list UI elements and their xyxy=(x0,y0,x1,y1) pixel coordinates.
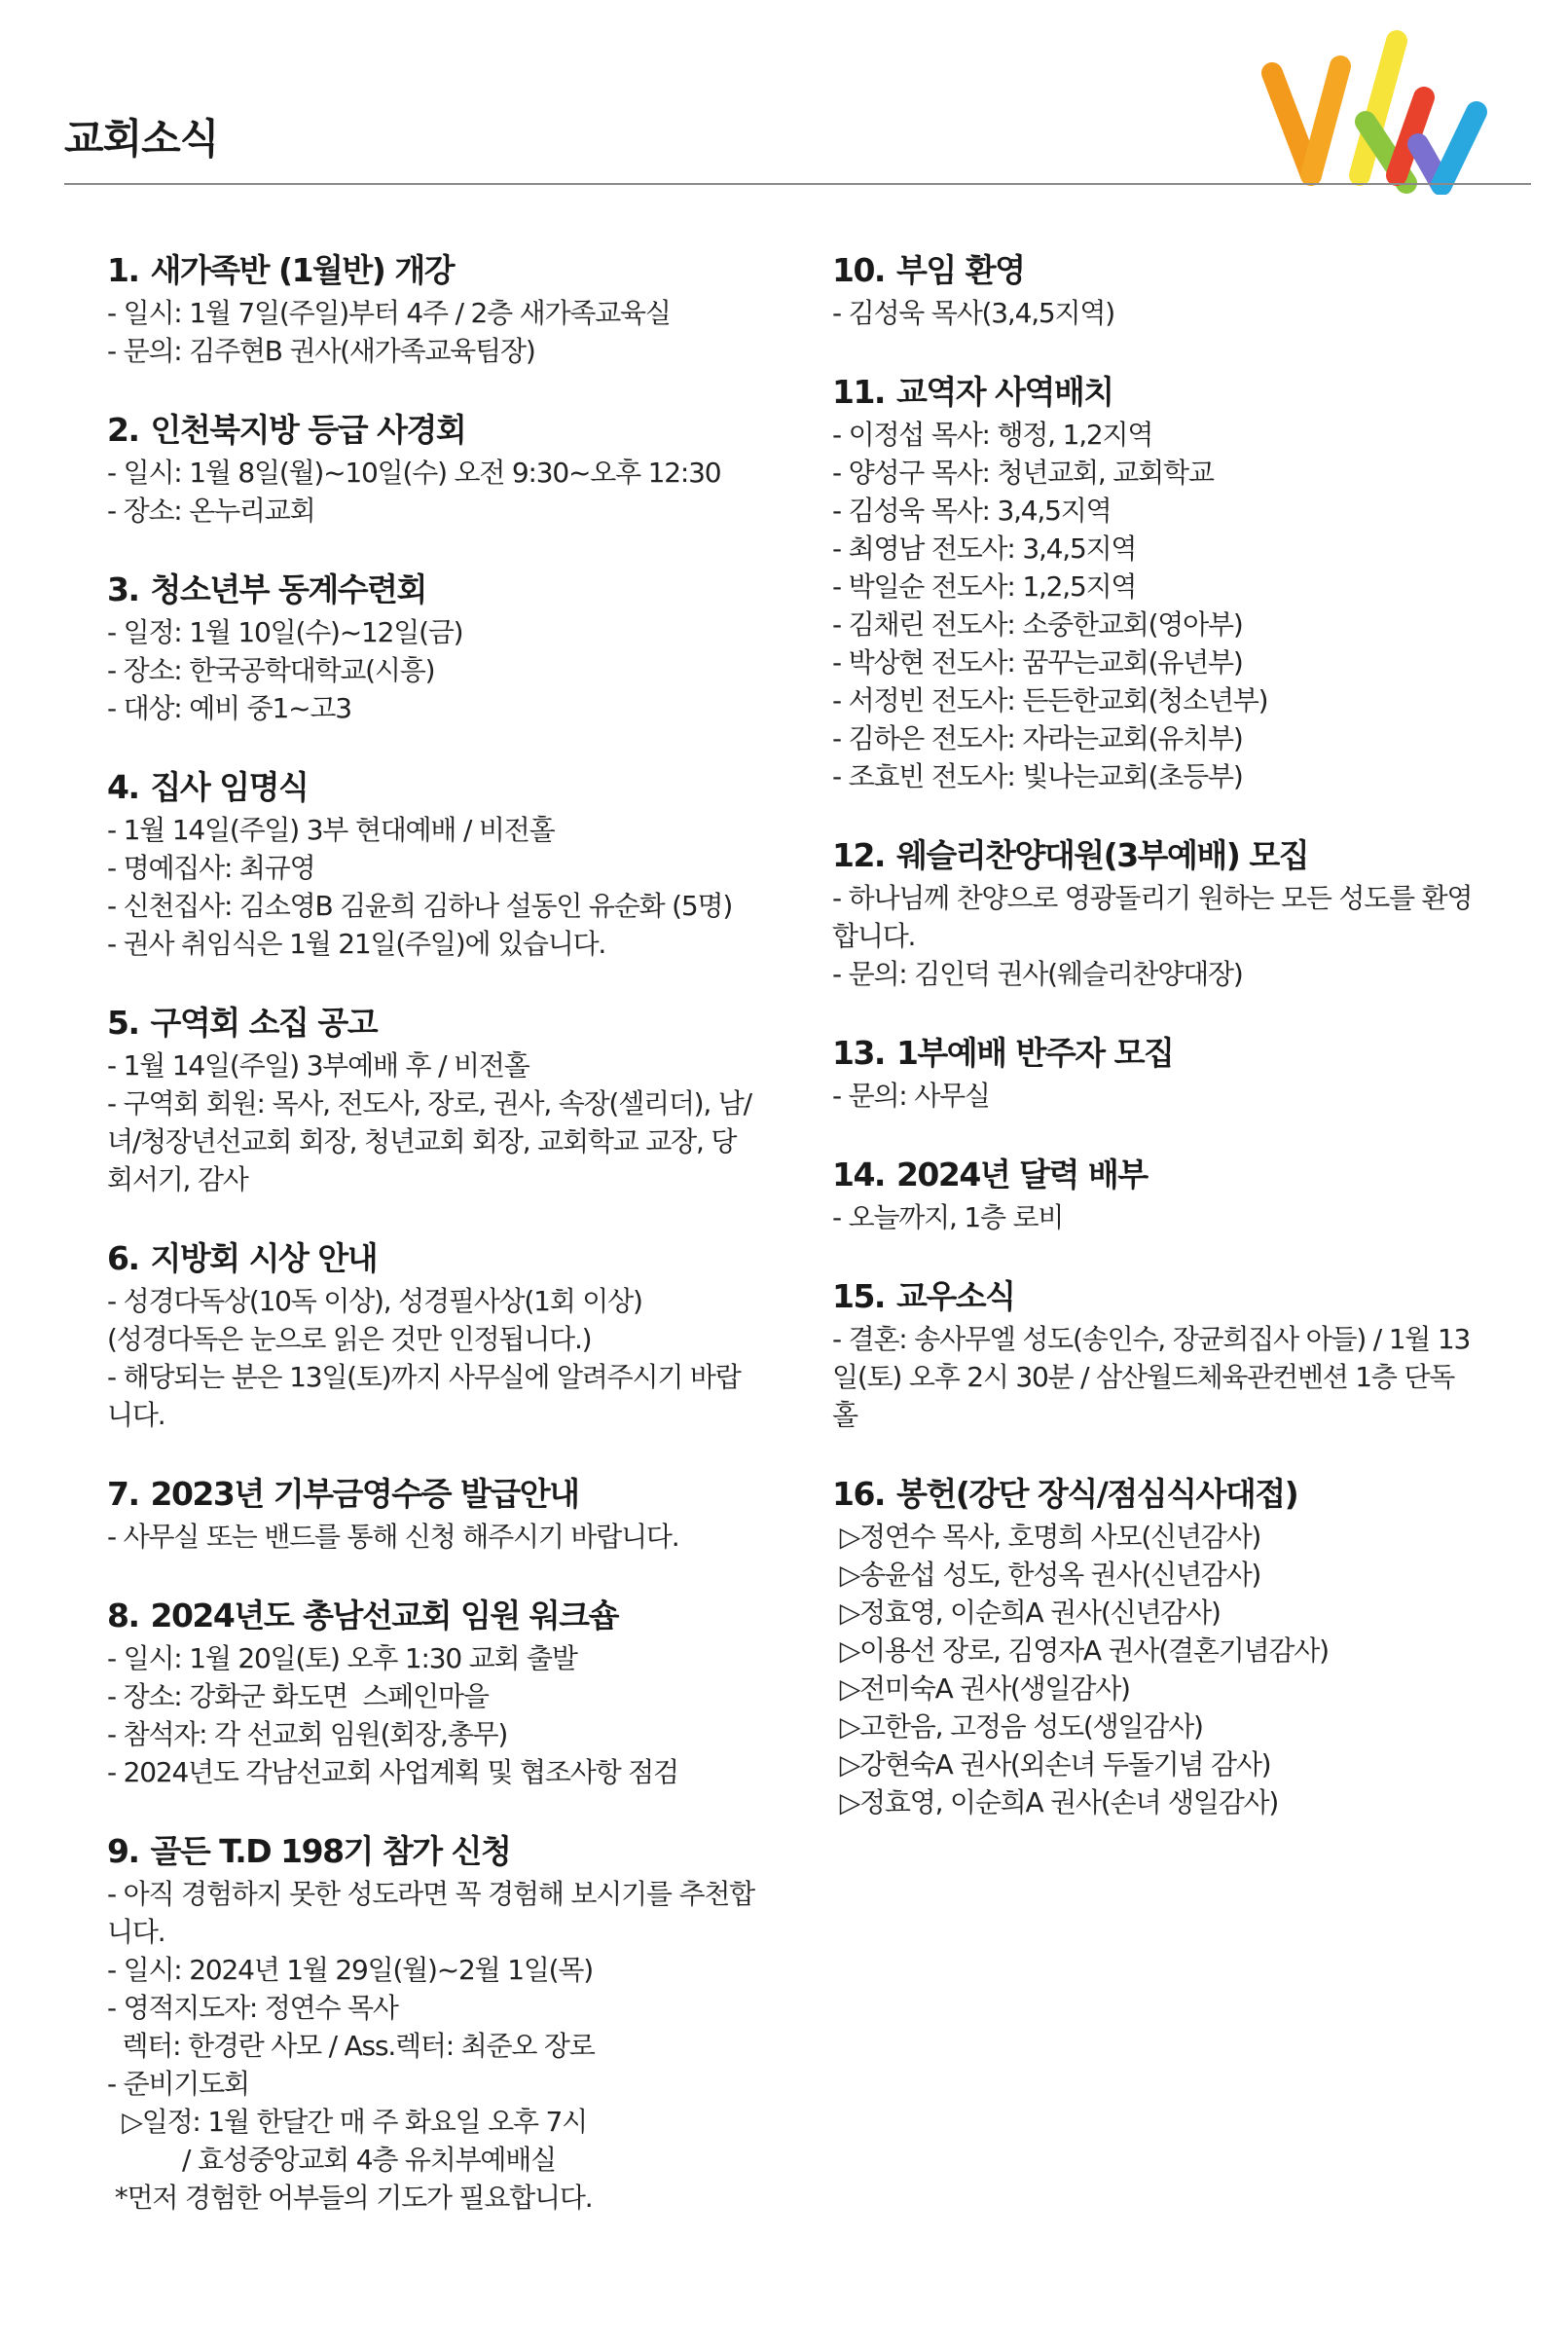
notice-section xyxy=(107,570,754,727)
notice-number: 5. xyxy=(107,1004,139,1042)
notice-line: / 효성중앙교회 4층 유치부예배실 xyxy=(107,2144,556,2176)
notice-section xyxy=(832,1034,1475,1115)
notice-title: 2024년도 총남선교회 임원 워크숍 xyxy=(150,1597,618,1634)
notice-line: - 조효빈 전도사: 빛나는교회(초등부) xyxy=(832,760,1243,792)
notice-number: 11. xyxy=(832,373,885,411)
notice-line: - 신천집사: 김소영B 김윤희 김하나 설동인 유순화 (5명) xyxy=(107,890,733,922)
notice-title: 부임 환영 xyxy=(895,251,1025,289)
notice-heading xyxy=(832,1277,1475,1316)
notice-heading xyxy=(107,768,754,807)
notice-line: ▷전미숙A 권사(생일감사) xyxy=(832,1672,1130,1705)
notice-line: - 하나님께 찬양으로 영광돌리기 원하는 모든 성도를 환영합니다. xyxy=(832,882,1473,952)
notice-heading xyxy=(832,1475,1475,1514)
notice-line: - 참석자: 각 선교회 임원(회장,총무) xyxy=(107,1718,508,1750)
notice-line: - 김하은 전도사: 자라는교회(유치부) xyxy=(832,722,1243,754)
notice-line: - 대상: 예비 중1~고3 xyxy=(107,692,351,724)
logo-stroke-blue xyxy=(1441,112,1477,185)
header-divider xyxy=(64,183,1531,185)
notice-number: 15. xyxy=(832,1277,885,1315)
notice-line: - 박상현 전도사: 꿈꾸는교회(유년부) xyxy=(832,646,1243,679)
notice-section xyxy=(832,836,1475,993)
notice-line: - 1월 14일(주일) 3부예배 후 / 비전홀 xyxy=(107,1049,529,1082)
notice-number: 13. xyxy=(832,1034,885,1072)
notice-title: 구역회 소집 공고 xyxy=(150,1004,378,1042)
notice-line: - 김채린 전도사: 소중한교회(영아부) xyxy=(832,608,1243,641)
page-title: 교회소식 xyxy=(64,115,219,163)
notice-line: - 권사 취임식은 1월 21일(주일)에 있습니다. xyxy=(107,928,606,960)
notice-line: - 문의: 김인덕 권사(웨슬리찬양대장) xyxy=(832,958,1243,990)
notice-line: - 오늘까지, 1층 로비 xyxy=(832,1201,1064,1233)
notice-section xyxy=(107,768,754,963)
notice-line: ▷정연수 목사, 호명희 사모(신년감사) xyxy=(832,1521,1261,1553)
notice-line: - 준비기도회 xyxy=(107,2068,249,2100)
notice-heading xyxy=(832,1034,1475,1073)
notice-number: 4. xyxy=(107,768,139,806)
notice-line: - 양성구 목사: 청년교회, 교회학교 xyxy=(832,457,1214,489)
notice-heading xyxy=(107,1239,754,1278)
notice-line: (성경다독은 눈으로 읽은 것만 인정됩니다.) xyxy=(107,1323,592,1355)
notice-section xyxy=(832,251,1475,332)
notice-line: - 일시: 1월 20일(토) 오후 1:30 교회 출발 xyxy=(107,1642,577,1674)
notice-title: 인천북지방 등급 사경회 xyxy=(150,411,466,449)
notice-line: - 최영남 전도사: 3,4,5지역 xyxy=(832,532,1137,565)
notice-title: 교역자 사역배치 xyxy=(895,373,1113,411)
notice-line: - 일시: 1월 8일(월)~10일(수) 오전 9:30~오후 12:30 xyxy=(107,457,721,489)
notice-line: - 일시: 2024년 1월 29일(월)~2월 1일(목) xyxy=(107,1954,593,1986)
logo-stroke-orange-2 xyxy=(1311,66,1340,175)
notice-title: 봉헌(강단 장식/점심식사대접) xyxy=(895,1475,1298,1513)
notice-line: - 해당되는 분은 13일(토)까지 사무실에 알려주시기 바랍니다. xyxy=(107,1361,741,1431)
notice-number: 3. xyxy=(107,570,139,608)
notice-line: - 장소: 온누리교회 xyxy=(107,495,315,527)
notice-number: 2. xyxy=(107,411,139,449)
notice-number: 6. xyxy=(107,1239,139,1277)
notice-line: - 아직 경험하지 못한 성도라면 꼭 경험해 보시기를 추천합니다. xyxy=(107,1878,755,1948)
notice-line: - 일정: 1월 10일(수)~12일(금) xyxy=(107,616,463,648)
notice-title: 1부예배 반주자 모집 xyxy=(895,1034,1174,1072)
notice-section xyxy=(107,1004,754,1198)
notice-section xyxy=(107,251,754,370)
notice-number: 9. xyxy=(107,1832,139,1870)
notice-line: - 결혼: 송사무엘 성도(송인수, 장균희집사 아들) / 1월 13일(토) 오후 2시 30분 / 삼산월드체육관컨벤션 1층 단독홀 xyxy=(832,1323,1471,1431)
notice-title: 웨슬리찬양대원(3부예배) 모집 xyxy=(895,836,1309,874)
notice-number: 12. xyxy=(832,836,885,874)
notice-line: - 서정빈 전도사: 든든한교회(청소년부) xyxy=(832,684,1268,716)
notice-line: - 사무실 또는 밴드를 통해 신청 해주시기 바랍니다. xyxy=(107,1521,679,1553)
left-column xyxy=(107,251,754,2258)
notice-number: 14. xyxy=(832,1156,885,1193)
notice-title: 집사 임명식 xyxy=(150,768,309,806)
notice-title: 청소년부 동계수련회 xyxy=(150,570,426,608)
notice-line: ▷일정: 1월 한달간 매 주 화요일 오후 7시 xyxy=(107,2106,587,2138)
notice-heading xyxy=(107,411,754,450)
notice-section xyxy=(107,411,754,530)
notice-title: 2024년 달력 배부 xyxy=(895,1156,1148,1193)
notice-line: ▷송윤섭 성도, 한성옥 권사(신년감사) xyxy=(832,1559,1261,1591)
notice-number: 16. xyxy=(832,1475,885,1513)
notice-number: 8. xyxy=(107,1597,139,1634)
notice-number: 7. xyxy=(107,1475,139,1513)
notice-section xyxy=(832,373,1475,795)
notice-line: - 장소: 한국공학대학교(시흥) xyxy=(107,654,435,686)
notice-section xyxy=(107,1239,754,1434)
notice-number: 1. xyxy=(107,251,139,289)
notice-line: - 박일순 전도사: 1,2,5지역 xyxy=(832,570,1137,603)
notice-heading xyxy=(107,1832,754,1871)
notice-line: - 김성욱 목사: 3,4,5지역 xyxy=(832,495,1112,527)
notice-section xyxy=(107,1597,754,1791)
notice-line: 렉터: 한경란 사모 / Ass.렉터: 최준오 장로 xyxy=(107,2030,595,2062)
notice-line: - 문의: 사무실 xyxy=(832,1080,990,1112)
notice-line: - 명예집사: 최규영 xyxy=(107,852,315,884)
notice-heading xyxy=(107,251,754,290)
notice-line: ▷정효영, 이순희A 권사(신년감사) xyxy=(832,1597,1221,1629)
notice-line: - 1월 14일(주일) 3부 현대예배 / 비전홀 xyxy=(107,814,555,846)
notice-title: 골든 T.D 198기 참가 신청 xyxy=(150,1832,511,1870)
notice-line: ▷고한음, 고정음 성도(생일감사) xyxy=(832,1710,1203,1743)
church-logo xyxy=(1251,29,1504,195)
notice-section xyxy=(832,1156,1475,1236)
notice-section xyxy=(107,1832,754,2217)
notice-line: - 문의: 김주현B 권사(새가족교육팀장) xyxy=(107,335,535,367)
notice-line: ▷강현숙A 권사(외손녀 두돌기념 감사) xyxy=(832,1748,1271,1781)
notice-title: 2023년 기부금영수증 발급안내 xyxy=(150,1475,579,1513)
right-column xyxy=(832,251,1475,1862)
notice-line: - 이정섭 목사: 행정, 1,2지역 xyxy=(832,419,1153,451)
notice-line: - 장소: 강화군 화도면 스페인마을 xyxy=(107,1680,489,1712)
notice-line: - 성경다독상(10독 이상), 성경필사상(1회 이상) xyxy=(107,1285,642,1317)
notice-heading xyxy=(832,373,1475,412)
notice-line: ▷정효영, 이순희A 권사(손녀 생일감사) xyxy=(832,1786,1279,1818)
notice-heading xyxy=(107,1004,754,1043)
notice-title: 교우소식 xyxy=(895,1277,1015,1315)
notice-heading xyxy=(107,1597,754,1635)
notice-number: 10. xyxy=(832,251,885,289)
notice-line: - 영적지도자: 정연수 목사 xyxy=(107,1992,398,2024)
notice-line: - 2024년도 각남선교회 사업계획 및 협조사항 점검 xyxy=(107,1756,678,1788)
notice-line: *먼저 경험한 어부들의 기도가 필요합니다. xyxy=(107,2182,593,2214)
notice-title: 새가족반 (1월반) 개강 xyxy=(150,251,455,289)
notice-heading xyxy=(832,836,1475,875)
notice-section xyxy=(832,1277,1475,1434)
notice-title: 지방회 시상 안내 xyxy=(150,1239,378,1277)
notice-section xyxy=(107,1475,754,1556)
notice-heading xyxy=(832,1156,1475,1194)
notice-heading xyxy=(107,1475,754,1514)
notice-heading xyxy=(832,251,1475,290)
notice-heading xyxy=(107,570,754,609)
notice-line: - 김성욱 목사(3,4,5지역) xyxy=(832,297,1114,329)
notice-line: ▷이용선 장로, 김영자A 권사(결혼기념감사) xyxy=(832,1634,1329,1667)
notice-section xyxy=(832,1475,1475,1821)
notice-line: - 구역회 회원: 목사, 전도사, 장로, 권사, 속장(셀리더), 남/녀/청장년선교회 회장, 청년교회 회장, 교회학교 교장, 당회서기, 감사 xyxy=(107,1087,751,1195)
notice-line: - 일시: 1월 7일(주일)부터 4주 / 2층 새가족교육실 xyxy=(107,297,671,329)
